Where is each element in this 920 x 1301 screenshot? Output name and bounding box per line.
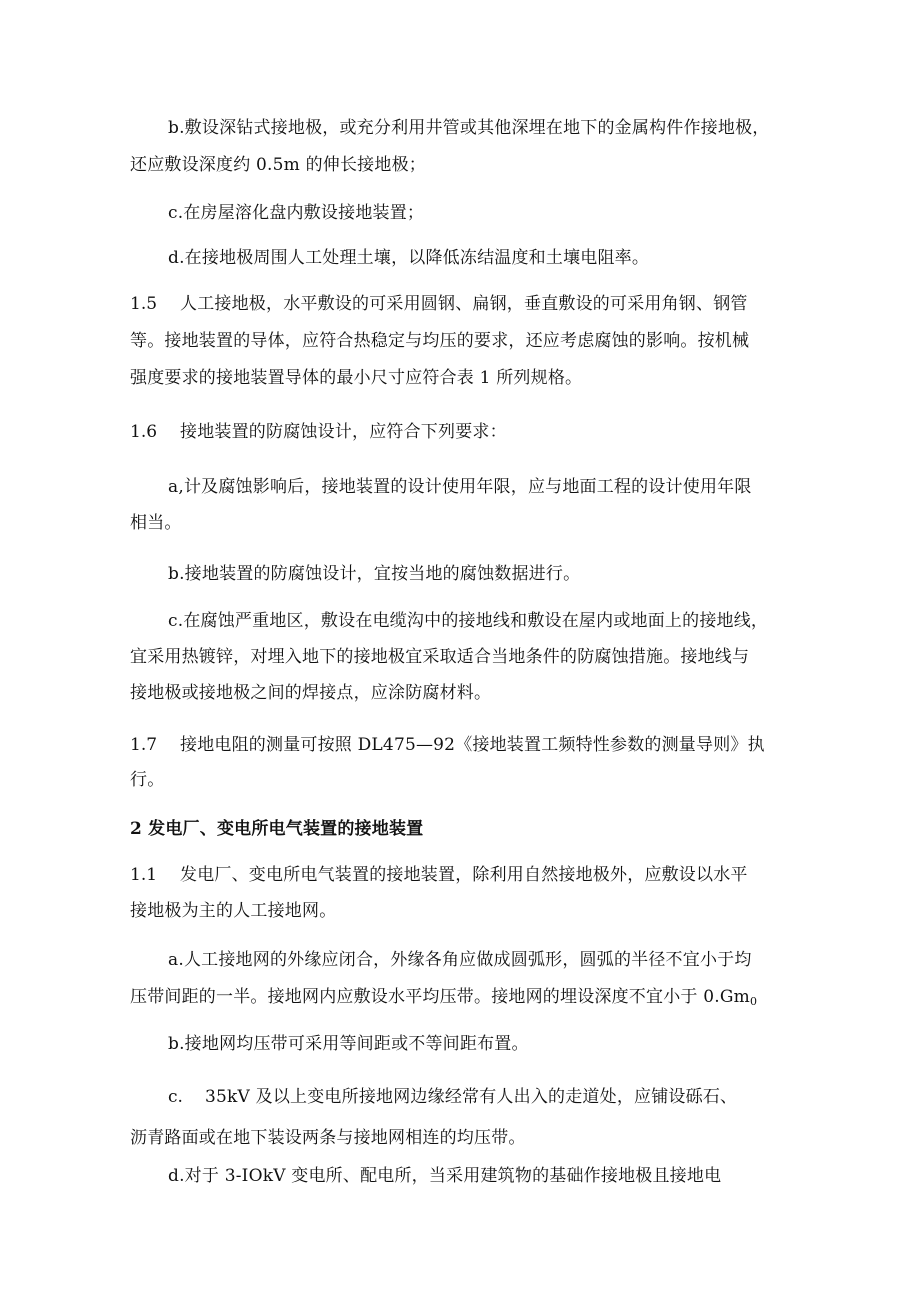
section-1-7-line-1: 接地电阻的测量可按照 DL475—92《接地装置工频特性参数的测量导则》执 xyxy=(180,735,765,755)
section-2-heading: 2 发电厂、变电所电气装置的接地装置 xyxy=(130,819,424,839)
paragraph-a-design-life-line-1: a,计及腐蚀影响后，接地装置的设计使用年限，应与地面工程的设计使用年限 xyxy=(168,477,752,497)
paragraph-b-strip-spacing-line-1: b.接地网均压带可采用等间距或不等间距布置。 xyxy=(168,1034,529,1054)
paragraph-d-soil-treatment-line-1: d.在接地极周围人工处理土壤，以降低冻结温度和土壤电阻率。 xyxy=(168,248,650,268)
paragraph-a-design-life-line-2: 相当。 xyxy=(130,513,182,533)
section-2-1-line-1: 发电厂、变电所电气装置的接地装置，除利用自然接地极外，应敷设以水平 xyxy=(180,865,748,885)
paragraph-c-severe-corrosion-line-1: c.在腐蚀严重地区，敷设在电缆沟中的接地线和敷设在屋内或地面上的接地线， xyxy=(168,611,769,631)
paragraph-a-grid-edge-line-2 xyxy=(130,985,757,1014)
section-1-6-line-1: 接地装置的防腐蚀设计，应符合下列要求： xyxy=(180,422,507,442)
section-1-5-number: 1.5 xyxy=(130,294,158,314)
section-2-1-line-2: 接地极为主的人工接地网。 xyxy=(130,901,337,921)
paragraph-c-severe-corrosion-line-3: 接地极或接地极之间的焊接点，应涂防腐材料。 xyxy=(130,683,492,703)
paragraph-c-label: c. xyxy=(168,1087,183,1107)
section-1-5-line-1: 人工接地极，水平敷设的可采用圆钢、扁钢，垂直敷设的可采用角钢、钢管 xyxy=(180,294,748,314)
section-1-5-line-2: 等。接地装置的导体，应符合热稳定与均压的要求，还应考虑腐蚀的影响。按机械 xyxy=(130,331,750,351)
section-1-5-line-3: 强度要求的接地装置导体的最小尺寸应符合表 1 所列规格。 xyxy=(130,368,583,388)
paragraph-a-grid-edge-subscript: 0 xyxy=(749,995,758,1008)
paragraph-b-corrosion-data-line-1: b.接地装置的防腐蚀设计，宜按当地的腐蚀数据进行。 xyxy=(168,564,581,584)
paragraph-b-deep-electrode-line-1: b.敷设深钻式接地极，或充分利用井管或其他深埋在地下的金属构件作接地极， xyxy=(168,118,770,138)
section-2-1-number: 1.1 xyxy=(130,865,158,885)
section-1-7-line-2: 行。 xyxy=(130,770,165,790)
paragraph-c-walkway-line-2: 沥青路面或在地下装设两条与接地网相连的均压带。 xyxy=(130,1128,526,1148)
paragraph-d-substation-line-1: d.对于 3-IOkV 变电所、配电所，当采用建筑物的基础作接地极且接地电 xyxy=(168,1166,722,1186)
paragraph-a-grid-edge-line-2-text: 压带间距的一半。接地网内应敷设水平均压带。接地网的埋设深度不宜小于 0.Gm xyxy=(130,987,750,1007)
paragraph-c-severe-corrosion-line-2: 宜采用热镀锌，对埋入地下的接地极宜采取适合当地条件的防腐蚀措施。接地线与 xyxy=(130,647,750,667)
paragraph-c-house-pan-line-1: c.在房屋溶化盘内敷设接地装置； xyxy=(168,203,425,223)
section-1-6-number: 1.6 xyxy=(130,422,158,442)
paragraph-c-walkway-line-1: 35kV 及以上变电所接地网边缘经常有人出入的走道处，应铺设砾石、 xyxy=(205,1087,738,1107)
paragraph-b-deep-electrode-line-2: 还应敷设深度约 0.5m 的伸长接地极； xyxy=(130,155,426,175)
section-1-7-number: 1.7 xyxy=(130,735,158,755)
paragraph-a-grid-edge-line-1: a.人工接地网的外缘应闭合，外缘各角应做成圆弧形，圆弧的半径不宜小于均 xyxy=(168,950,752,970)
